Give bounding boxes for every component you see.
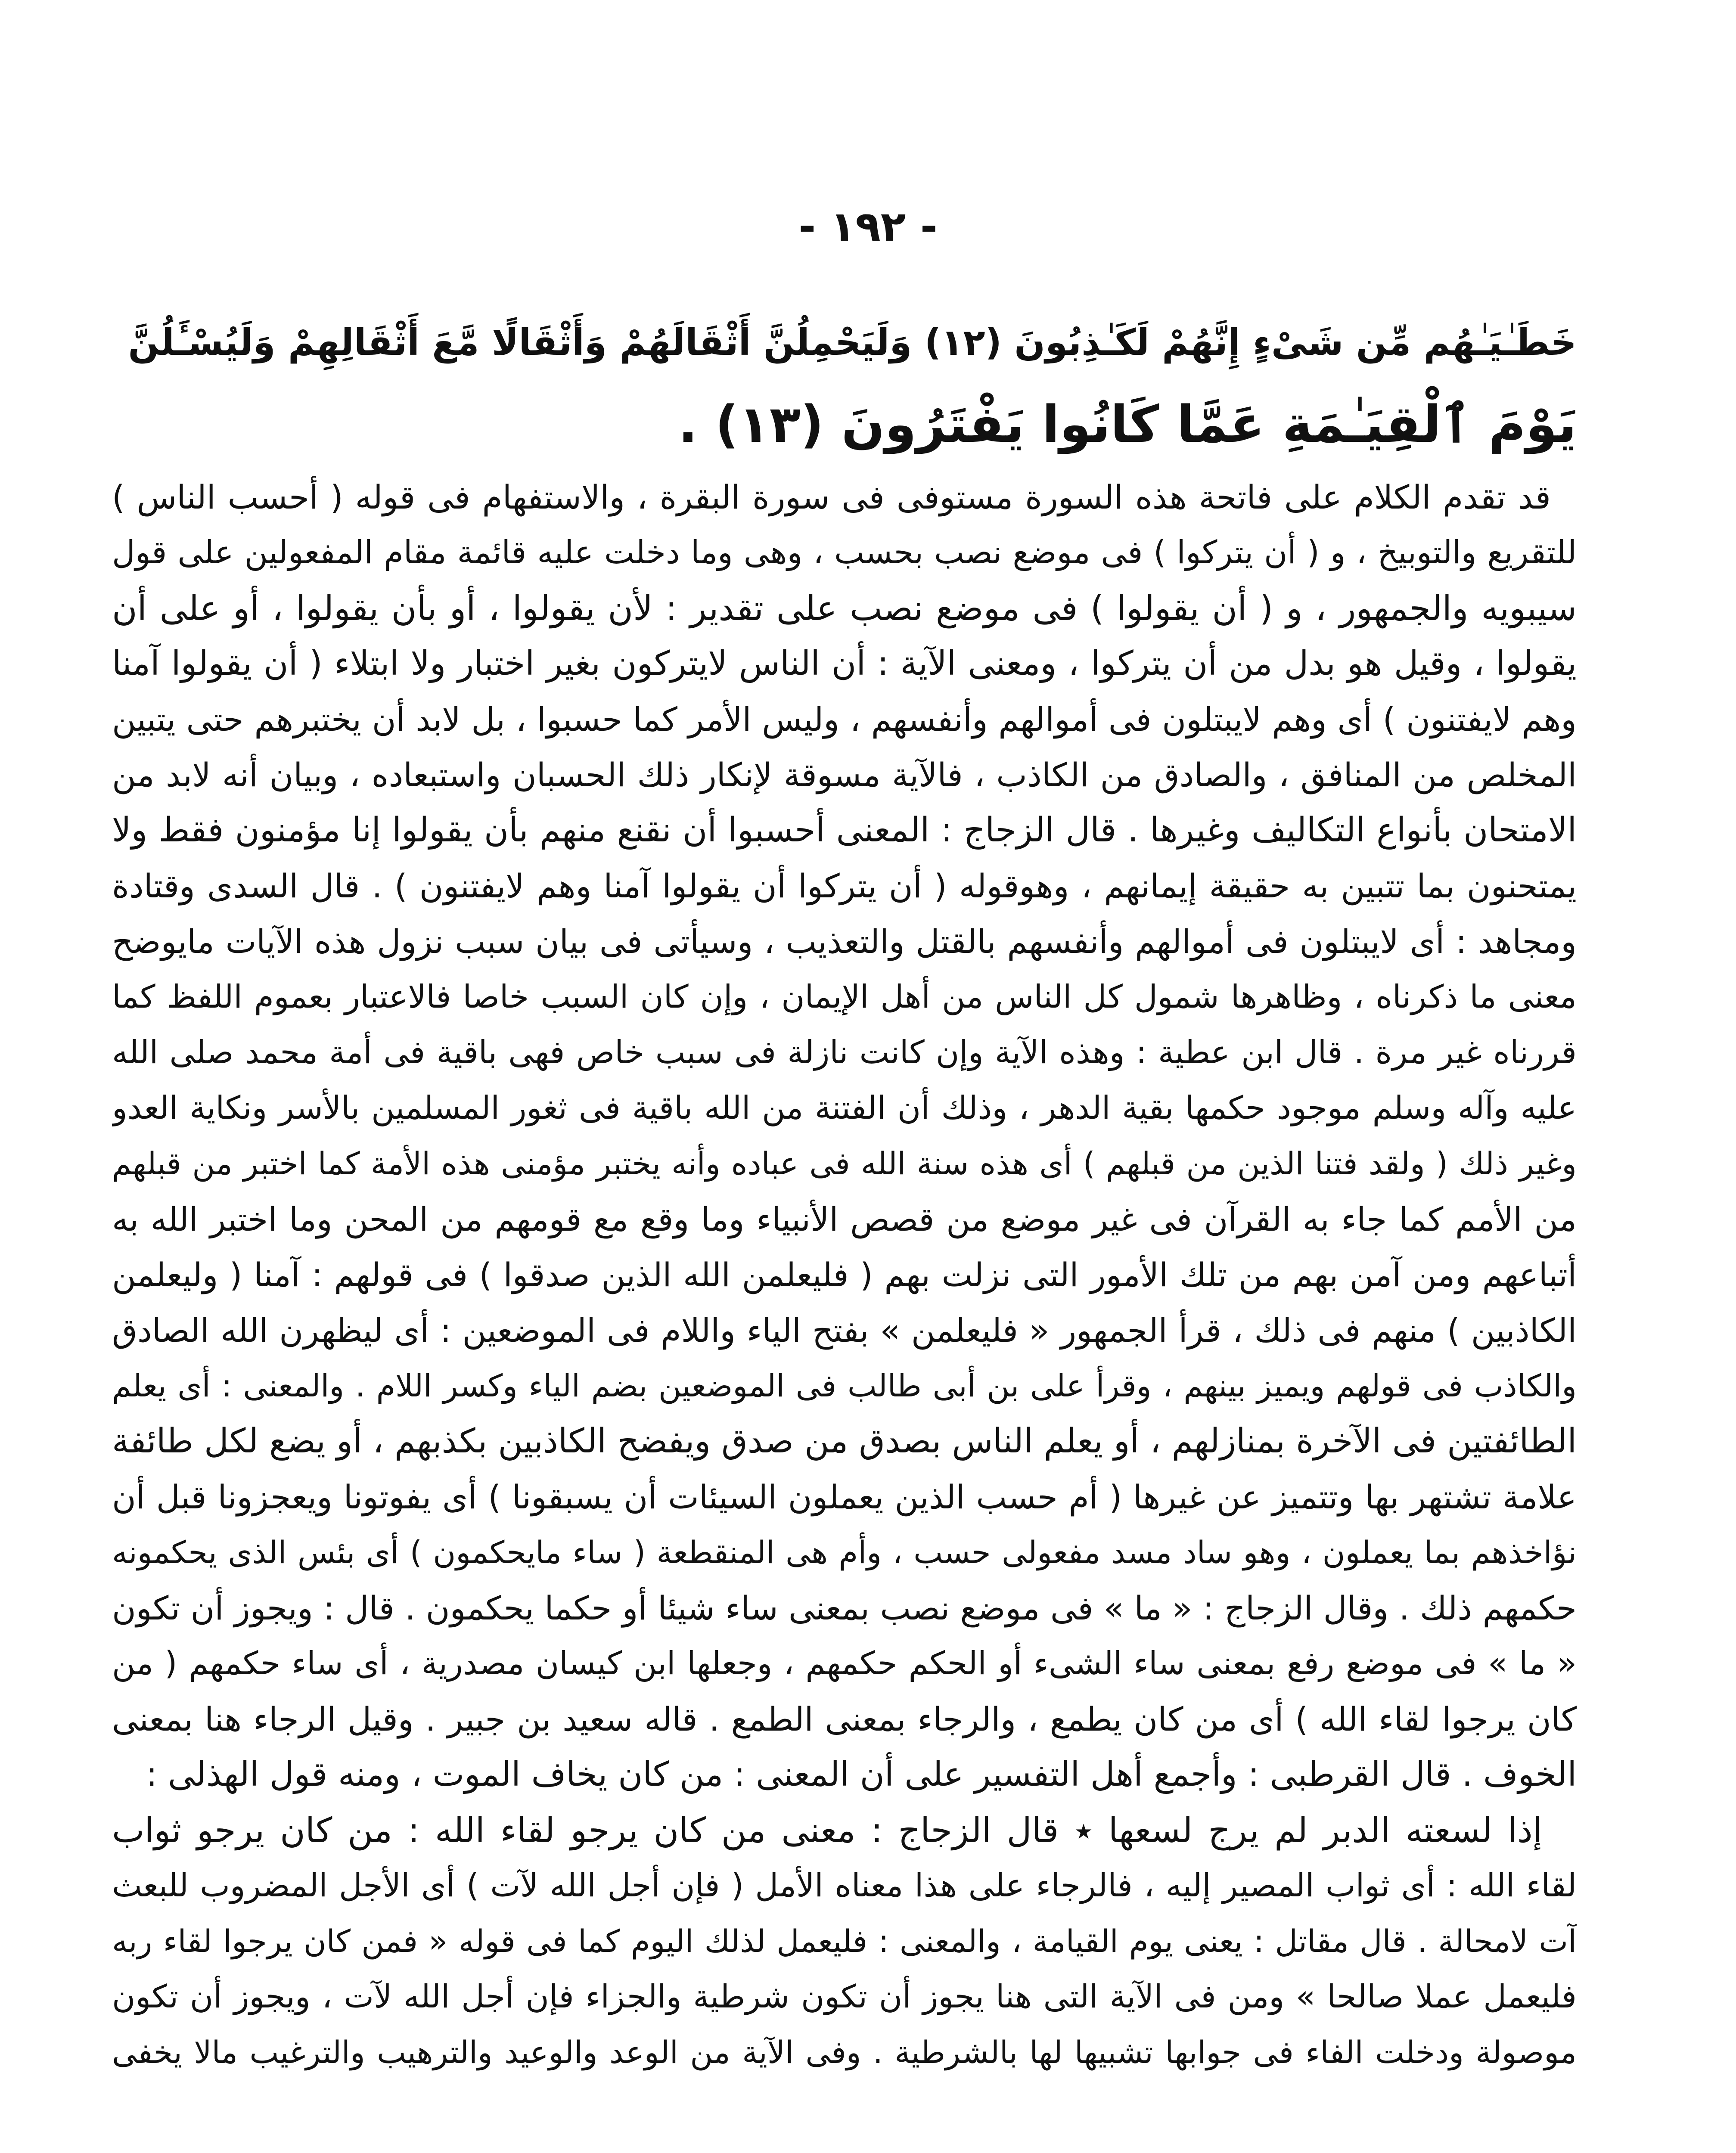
page-number: - ١٩٢ - [798,202,938,251]
commentary-line: والكاذب فى قولهم ويميز بينهم ، وقرأ على بن أبى طالب فى الموضعين بضم الياء وكسر اللام . والمعنى : أى يعلم [112,1368,1577,1404]
commentary-line: يقولوا ، وقيل هو بدل من أن يتركوا ، ومعنى الآية : أن الناس لايتركون بغير اختبار ولا ابتلاء ( أن يقولوا آمنا [112,644,1577,683]
commentary-line: ومجاهد : أى لايبتلون فى أموالهم وأنفسهم بالقتل والتعذيب ، وسيأتى فى بيان سبب نزول هذه الآيات مايوضح [112,922,1577,961]
commentary-line: أتباعهم ومن آمن بهم من تلك الأمور التى نزلت بهم ( فليعلمن الله الذين صدقوا ) فى قولهم : آمنا ( وليعلمن [112,1256,1577,1294]
commentary-line: قررناه غير مرة . قال ابن عطية : وهذه الآية وإن كانت نازلة فى سبب خاص فهى باقية فى أمة محمد صلى الله [112,1034,1577,1071]
commentary-line: الامتحان بأنواع التكاليف وغيرها . قال الزجاج : المعنى أحسبوا أن نقنع منهم بأن يقولوا إنا مؤمنون فقط ولا [112,811,1577,850]
commentary-line: فليعمل عملا صالحا » ومن فى الآية التى هنا يجوز أن تكون شرطية والجزاء فإن أجل الله لآت ، ويجوز أن تكون [112,1978,1577,2015]
commentary-line: « ما » فى موضع رفع بمعنى ساء الشىء أو الحكم حكمهم ، وجعلها ابن كيسان مصدرية ، أى ساء حكمهم ( من [112,1645,1577,1682]
commentary-line: للتقريع والتوبيخ ، و ( أن يتركوا ) فى موضع نصب بحسب ، وهى وما دخلت عليه قائمة مقام المفعولين على قول [112,534,1577,571]
commentary-line: يمتحنون بما تتبين به حقيقة إيمانهم ، وهوقوله ( أن يتركوا أن يقولوا آمنا وهم لايفتنون ) . قال السدى وقتادة [112,867,1577,905]
quran-verse-line: يَوْمَ ٱلْقِيَـٰمَةِ عَمَّا كَانُوا يَفْتَرُونَ (١٣) . [678,394,1577,454]
quran-verse-line: خَطَـٰيَـٰهُم مِّن شَىْءٍ إِنَّهُمْ لَكَـٰذِبُونَ (١٢) وَلَيَحْمِلُنَّ أَثْقَالَهُمْ وَأَثْقَالًا مَّعَ أَثْقَالِهِمْ وَلَيُسْـَٔلُنَّ [128,321,1577,363]
commentary-line: وغير ذلك ( ولقد فتنا الذين من قبلهم ) أى هذه سنة الله فى عباده وأنه يختبر مؤمنى هذه الأمة كما اختبر من قبلهم [112,1145,1577,1182]
commentary-text [112,469,1577,2080]
commentary-line: من الأمم كما جاء به القرآن فى غير موضع من قصص الأنبياء وما وقع مع قومهم من المحن وما اختبر الله به [112,1200,1577,1238]
commentary-line: معنى ما ذكرناه ، وظاهرها شمول كل الناس من أهل الإيمان ، وإن كان السبب خاصا فالاعتبار بعموم اللفظ كما [112,978,1577,1015]
commentary-line: حكمهم ذلك . وقال الزجاج : « ما » فى موضع نصب بمعنى ساء شيئا أو حكما يحكمون . قال : ويجوز أن تكون [112,1589,1577,1627]
commentary-line: موصولة ودخلت الفاء فى جوابها تشبيها لها بالشرطية . وفى الآية من الوعد والوعيد والترهيب والترغيب مالا يخفى [112,2034,1577,2070]
commentary-line: سيبويه والجمهور ، و ( أن يقولوا ) فى موضع نصب على تقدير : لأن يقولوا ، أو بأن يقولوا ، أو على أن [112,588,1577,628]
commentary-line: عليه وآله وسلم موجود حكمها بقية الدهر ، وذلك أن الفتنة من الله باقية فى ثغور المسلمين بالأسر ونكاية العدو [112,1089,1577,1126]
commentary-line: لقاء الله : أى ثواب المصير إليه ، فالرجاء على هذا معناه الأمل ( فإن أجل الله لآت ) أى الأجل المضروب للبعث [112,1867,1577,1904]
quran-verse-block [112,301,1577,465]
commentary-line: قد تقدم الكلام على فاتحة هذه السورة مستوفى فى سورة البقرة ، والاستفهام فى قوله ( أحسب الناس ) [112,478,1551,516]
poetry-quote-line: إذا لسعته الدبر لم يرج لسعها ٭ قال الزجاج : معنى من كان يرجو لقاء الله : من كان يرجو ثواب [112,1810,1542,1850]
commentary-line: علامة تشتهر بها وتتميز عن غيرها ( أم حسب الذين يعملون السيئات أن يسبقونا ) أى يفوتونا ويعجزونا قبل أن [112,1478,1577,1516]
commentary-line: المخلص من المنافق ، والصادق من الكاذب ، فالآية مسوقة لإنكار ذلك الحسبان واستبعاده ، وبيان أنه لابد من [112,756,1577,794]
commentary-line: كان يرجوا لقاء الله ) أى من كان يطمع ، والرجاء بمعنى الطمع . قاله سعيد بن جبير . وقيل الرجاء هنا بمعنى [112,1700,1577,1738]
commentary-line: نؤاخذهم بما يعملون ، وهو ساد مسد مفعولى حسب ، وأم هى المنقطعة ( ساء مايحكمون ) أى بئس الذى يحكمونه [112,1534,1577,1570]
commentary-line: وهم لايفتنون ) أى وهم لايبتلون فى أموالهم وأنفسهم ، وليس الأمر كما حسبوا ، بل لابد أن يختبرهم حتى يتبين [112,700,1577,738]
commentary-line: الكاذبين ) منهم فى ذلك ، قرأ الجمهور « فليعلمن » بفتح الياء واللام فى الموضعين : أى ليظهرن الله الصادق [112,1311,1577,1350]
commentary-line: الخوف . قال القرطبى : وأجمع أهل التفسير على أن المعنى : من كان يخاف الموت ، ومنه قول الهذلى : [146,1755,1577,1794]
commentary-line: الطائفتين فى الآخرة بمنازلهم ، أو يعلم الناس بصدق من صدق ويفضح الكاذبين بكذبهم ، أو يضع لكل طائفة [112,1422,1577,1461]
commentary-line: آت لامحالة . قال مقاتل : يعنى يوم القيامة ، والمعنى : فليعمل لذلك اليوم كما فى قوله « فمن كان يرجوا لقاء ربه [112,1923,1577,1959]
